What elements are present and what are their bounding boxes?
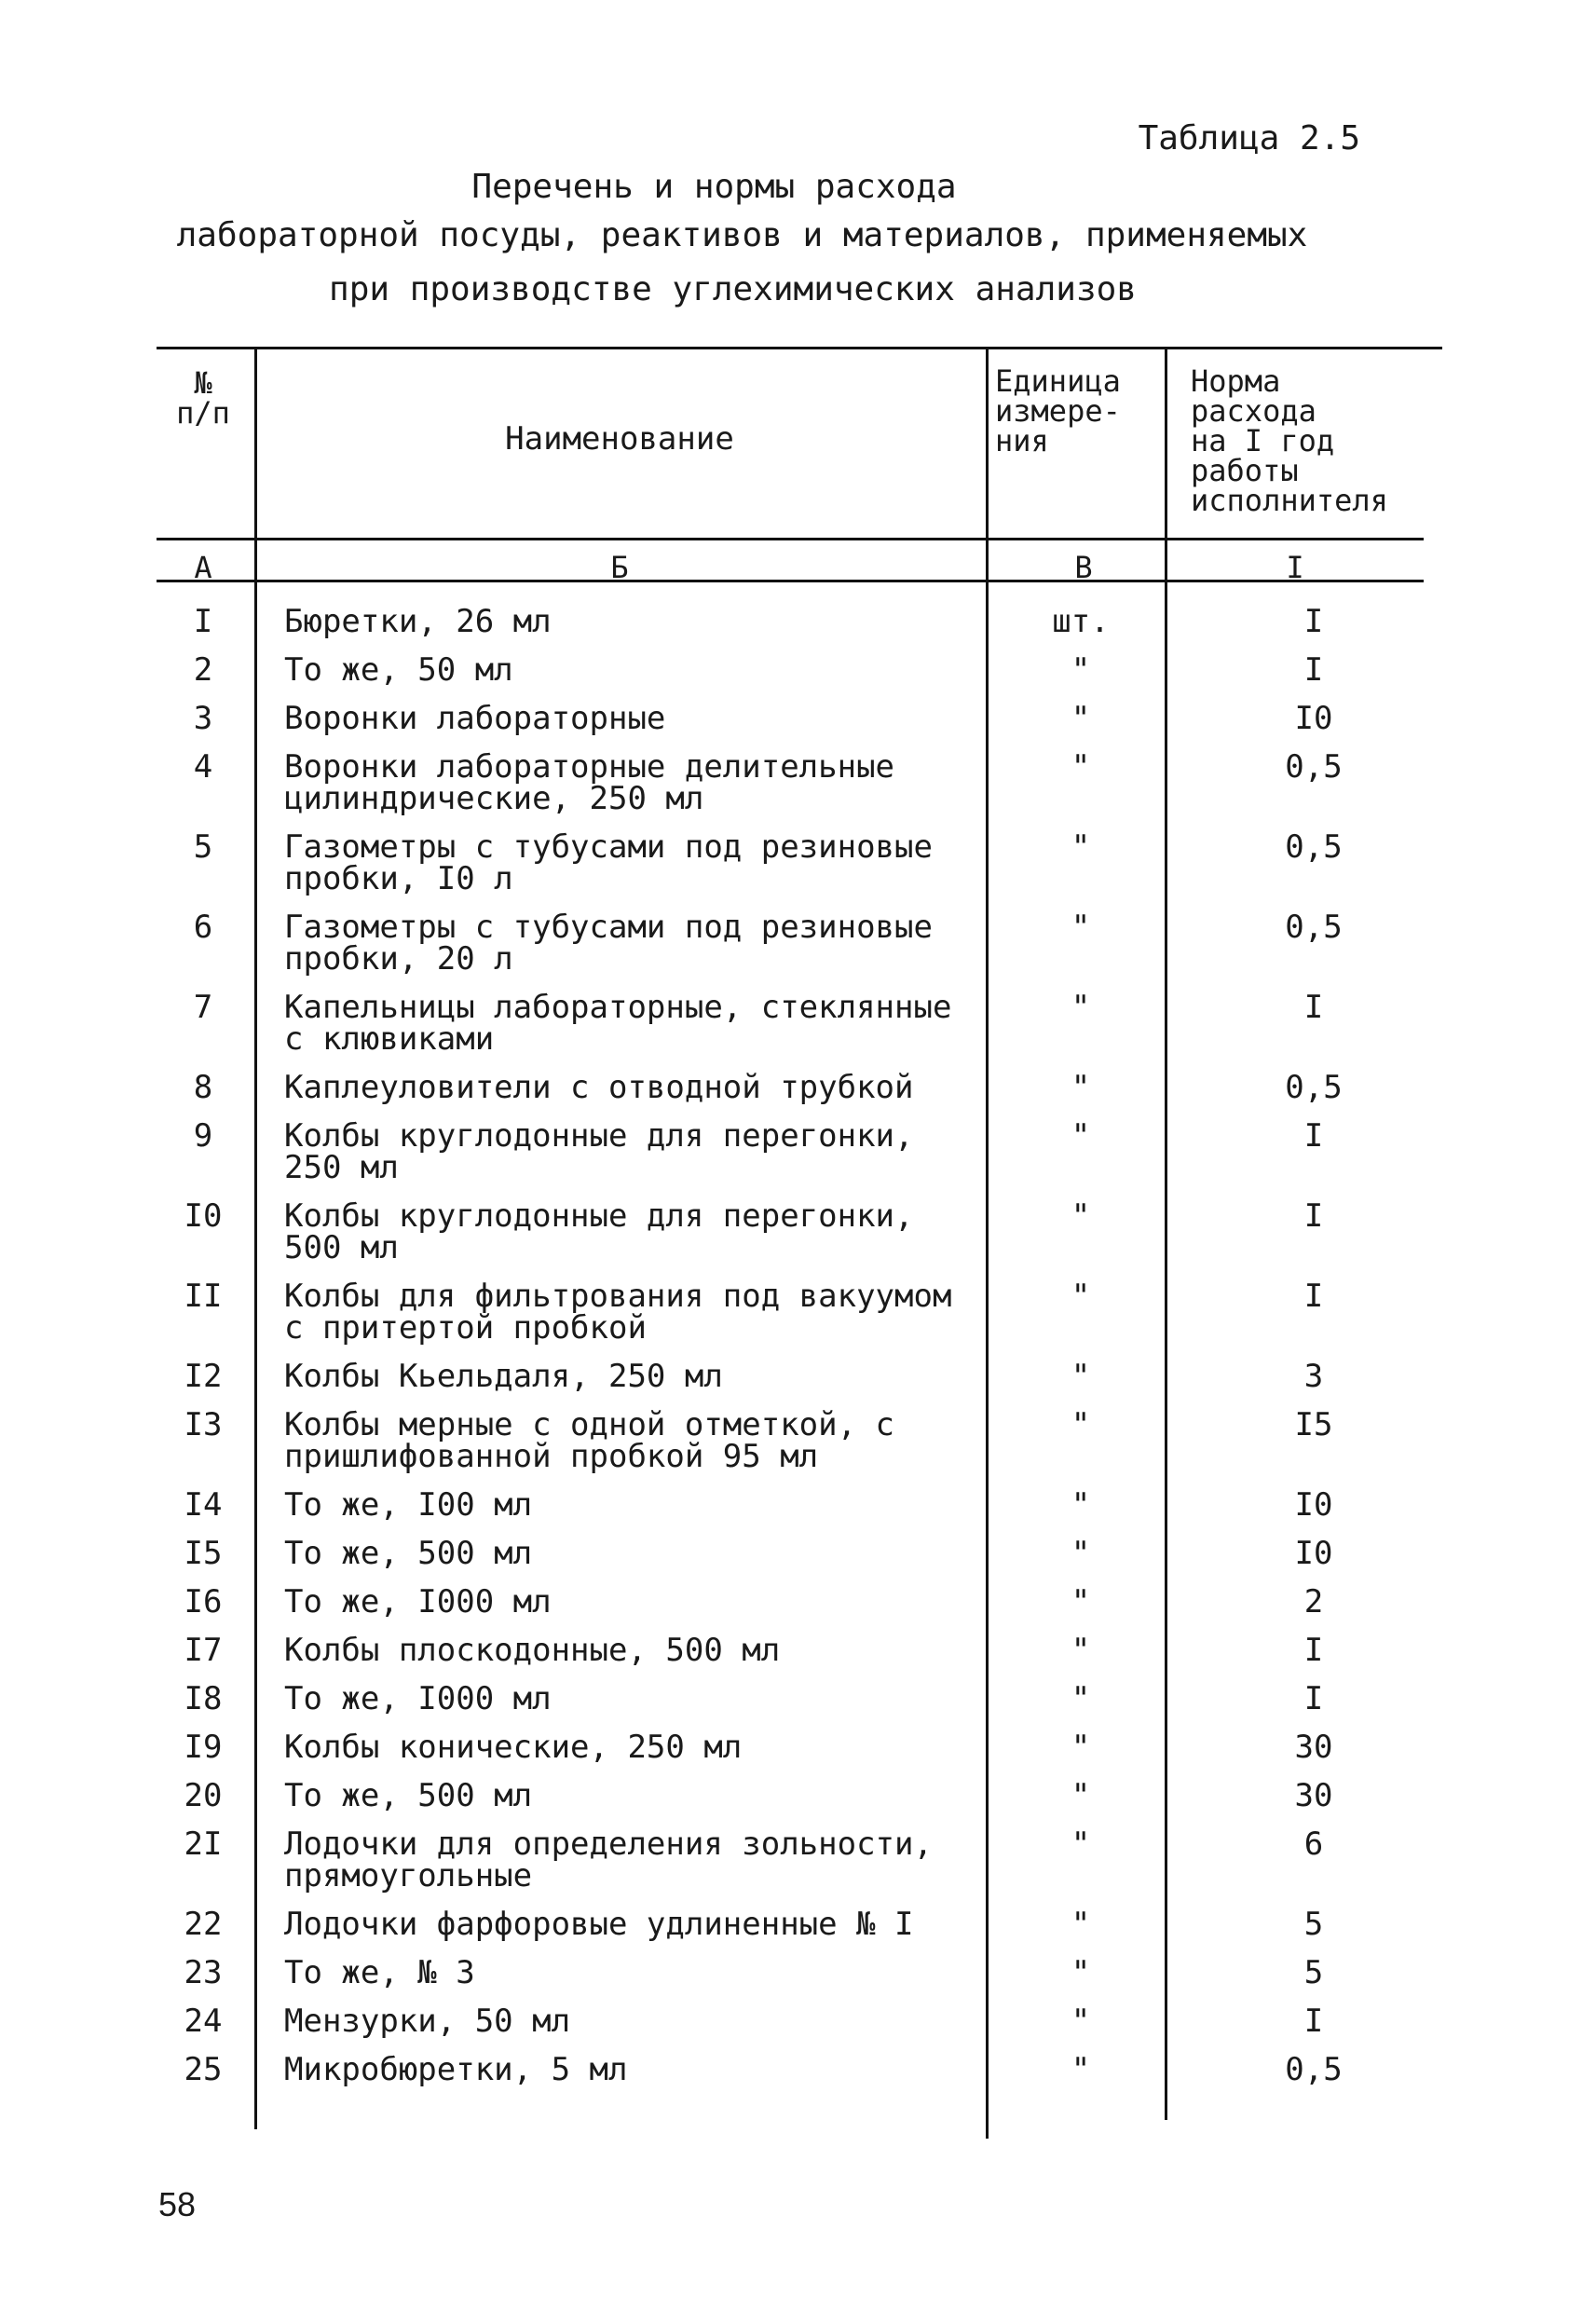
row-number: I7	[184, 1632, 223, 1669]
table-label: Таблица 2.5	[1138, 119, 1360, 157]
row-unit: "	[1071, 2003, 1091, 2040]
column-letter-g: I	[1286, 550, 1304, 585]
row-name: То же, I000 мл	[284, 1583, 552, 1620]
row-name: Колбы Кьельдаля, 250 мл	[284, 1358, 723, 1395]
row-unit: "	[1071, 1117, 1091, 1155]
row-name: Лодочки фарфоровые удлиненные № I	[284, 1906, 914, 1943]
row-unit: "	[1071, 1729, 1091, 1766]
page-number: 58	[158, 2185, 197, 2223]
row-unit: "	[1071, 1406, 1091, 1443]
row-norm: I	[1303, 1680, 1324, 1717]
row-number: II	[184, 1278, 223, 1315]
header-bottom-rule	[157, 538, 1424, 540]
row-unit: "	[1071, 748, 1091, 786]
row-unit: "	[1071, 1680, 1091, 1717]
row-number: I9	[184, 1729, 223, 1766]
row-name: Газометры с тубусами под резиновые пробки, I0 л	[284, 828, 933, 897]
row-name: Колбы круглодонные для перегонки, 250 мл	[284, 1117, 914, 1186]
header-number: № п/п	[176, 365, 230, 431]
row-norm: I	[1303, 2003, 1324, 2040]
row-name: Лодочки для определения зольности, прямоугольные	[284, 1826, 933, 1894]
row-norm: 2	[1303, 1583, 1324, 1620]
row-name: Мензурки, 50 мл	[284, 2003, 571, 2040]
row-unit: "	[1071, 1583, 1091, 1620]
table-top-rule	[157, 347, 1442, 349]
row-name: Колбы круглодонные для перегонки, 500 мл	[284, 1197, 914, 1266]
row-unit: "	[1071, 2051, 1091, 2088]
column-letter-v: В	[1074, 550, 1093, 585]
row-unit: "	[1071, 1486, 1091, 1524]
row-name: Воронки лабораторные делительные цилиндрические, 250 мл	[284, 748, 895, 817]
row-norm: 30	[1294, 1729, 1333, 1766]
row-name: Колбы плоскодонные, 500 мл	[284, 1632, 781, 1669]
row-number: 24	[184, 2003, 223, 2040]
row-norm: 0,5	[1285, 748, 1343, 786]
row-unit: "	[1071, 828, 1091, 866]
row-name: То же, 50 мл	[284, 651, 513, 689]
row-unit: "	[1071, 1906, 1091, 1943]
row-name: Воронки лабораторные	[284, 700, 666, 737]
column-divider-1	[254, 349, 257, 2129]
row-norm: I0	[1294, 700, 1333, 737]
row-norm: 0,5	[1285, 909, 1343, 946]
row-number: 5	[193, 828, 213, 866]
row-number: I6	[184, 1583, 223, 1620]
table-title-line-2: лабораторной посуды, реактивов и материалов, применяемых	[176, 216, 1308, 254]
row-number: 4	[193, 748, 213, 786]
header-norm: Норма расхода на I год работы исполнителя	[1191, 363, 1388, 518]
row-number: 6	[193, 909, 213, 946]
row-unit: "	[1071, 1278, 1091, 1315]
row-name: Колбы мерные с одной отметкой, с пришлифованной пробкой 95 мл	[284, 1406, 895, 1475]
row-name: Микробюретки, 5 мл	[284, 2051, 628, 2088]
row-number: 2	[193, 651, 213, 689]
row-number: I0	[184, 1197, 223, 1235]
table-title-line-1: Перечень и нормы расхода	[471, 168, 957, 206]
row-norm: 0,5	[1285, 828, 1343, 866]
row-name: Каплеуловители с отводной трубкой	[284, 1069, 914, 1106]
row-name: То же, I000 мл	[284, 1680, 552, 1717]
row-unit: "	[1071, 1777, 1091, 1814]
row-norm: I	[1303, 603, 1324, 640]
row-norm: 5	[1303, 1906, 1324, 1943]
row-norm: I	[1303, 651, 1324, 689]
row-unit: "	[1071, 1826, 1091, 1863]
row-norm: 0,5	[1285, 1069, 1343, 1106]
row-number: 22	[184, 1906, 223, 1943]
row-norm: 0,5	[1285, 2051, 1343, 2088]
row-name: То же, 500 мл	[284, 1777, 533, 1814]
row-name: Бюретки, 26 мл	[284, 603, 552, 640]
row-unit: "	[1071, 1358, 1091, 1395]
row-unit: "	[1071, 989, 1091, 1026]
row-norm: 3	[1303, 1358, 1324, 1395]
row-unit: "	[1071, 909, 1091, 946]
row-unit: "	[1071, 700, 1091, 737]
row-number: I5	[184, 1535, 223, 1572]
column-divider-3	[1165, 349, 1167, 2120]
row-unit: "	[1071, 1535, 1091, 1572]
row-unit: "	[1071, 1197, 1091, 1235]
row-number: I	[193, 603, 213, 640]
row-number: 7	[193, 989, 213, 1026]
row-name: Колбы конические, 250 мл	[284, 1729, 743, 1766]
row-name: То же, I00 мл	[284, 1486, 533, 1524]
row-norm: I	[1303, 1278, 1324, 1315]
row-unit: "	[1071, 651, 1091, 689]
row-norm: I	[1303, 989, 1324, 1026]
row-norm: I5	[1294, 1406, 1333, 1443]
row-norm: 6	[1303, 1826, 1324, 1863]
row-number: 9	[193, 1117, 213, 1155]
row-unit: "	[1071, 1069, 1091, 1106]
row-number: 20	[184, 1777, 223, 1814]
row-number: 3	[193, 700, 213, 737]
row-number: 8	[193, 1069, 213, 1106]
row-norm: I	[1303, 1632, 1324, 1669]
row-norm: 5	[1303, 1954, 1324, 1991]
row-number: I2	[184, 1358, 223, 1395]
row-norm: I	[1303, 1197, 1324, 1235]
row-name: То же, № 3	[284, 1954, 475, 1991]
row-unit: шт.	[1052, 603, 1110, 640]
row-name: То же, 500 мл	[284, 1535, 533, 1572]
row-name: Капельницы лабораторные, стеклянные с клювиками	[284, 989, 952, 1058]
row-unit: "	[1071, 1632, 1091, 1669]
row-number: 2I	[184, 1826, 223, 1863]
header-name: Наименование	[505, 420, 734, 458]
row-number: I8	[184, 1680, 223, 1717]
row-norm: I	[1303, 1117, 1324, 1155]
table-title-line-3: при производстве углехимических анализов	[329, 270, 1137, 308]
row-norm: I0	[1294, 1486, 1333, 1524]
row-number: I3	[184, 1406, 223, 1443]
row-number: 25	[184, 2051, 223, 2088]
header-unit: Единица измере- ния	[995, 363, 1121, 458]
row-number: I4	[184, 1486, 223, 1524]
row-number: 23	[184, 1954, 223, 1991]
row-norm: 30	[1294, 1777, 1333, 1814]
column-letter-a: А	[194, 550, 212, 585]
row-name: Колбы для фильтрования под вакуумом с притертой пробкой	[284, 1278, 952, 1347]
row-unit: "	[1071, 1954, 1091, 1991]
column-letter-b: Б	[610, 550, 629, 585]
row-norm: I0	[1294, 1535, 1333, 1572]
row-name: Газометры с тубусами под резиновые пробки, 20 л	[284, 909, 933, 978]
